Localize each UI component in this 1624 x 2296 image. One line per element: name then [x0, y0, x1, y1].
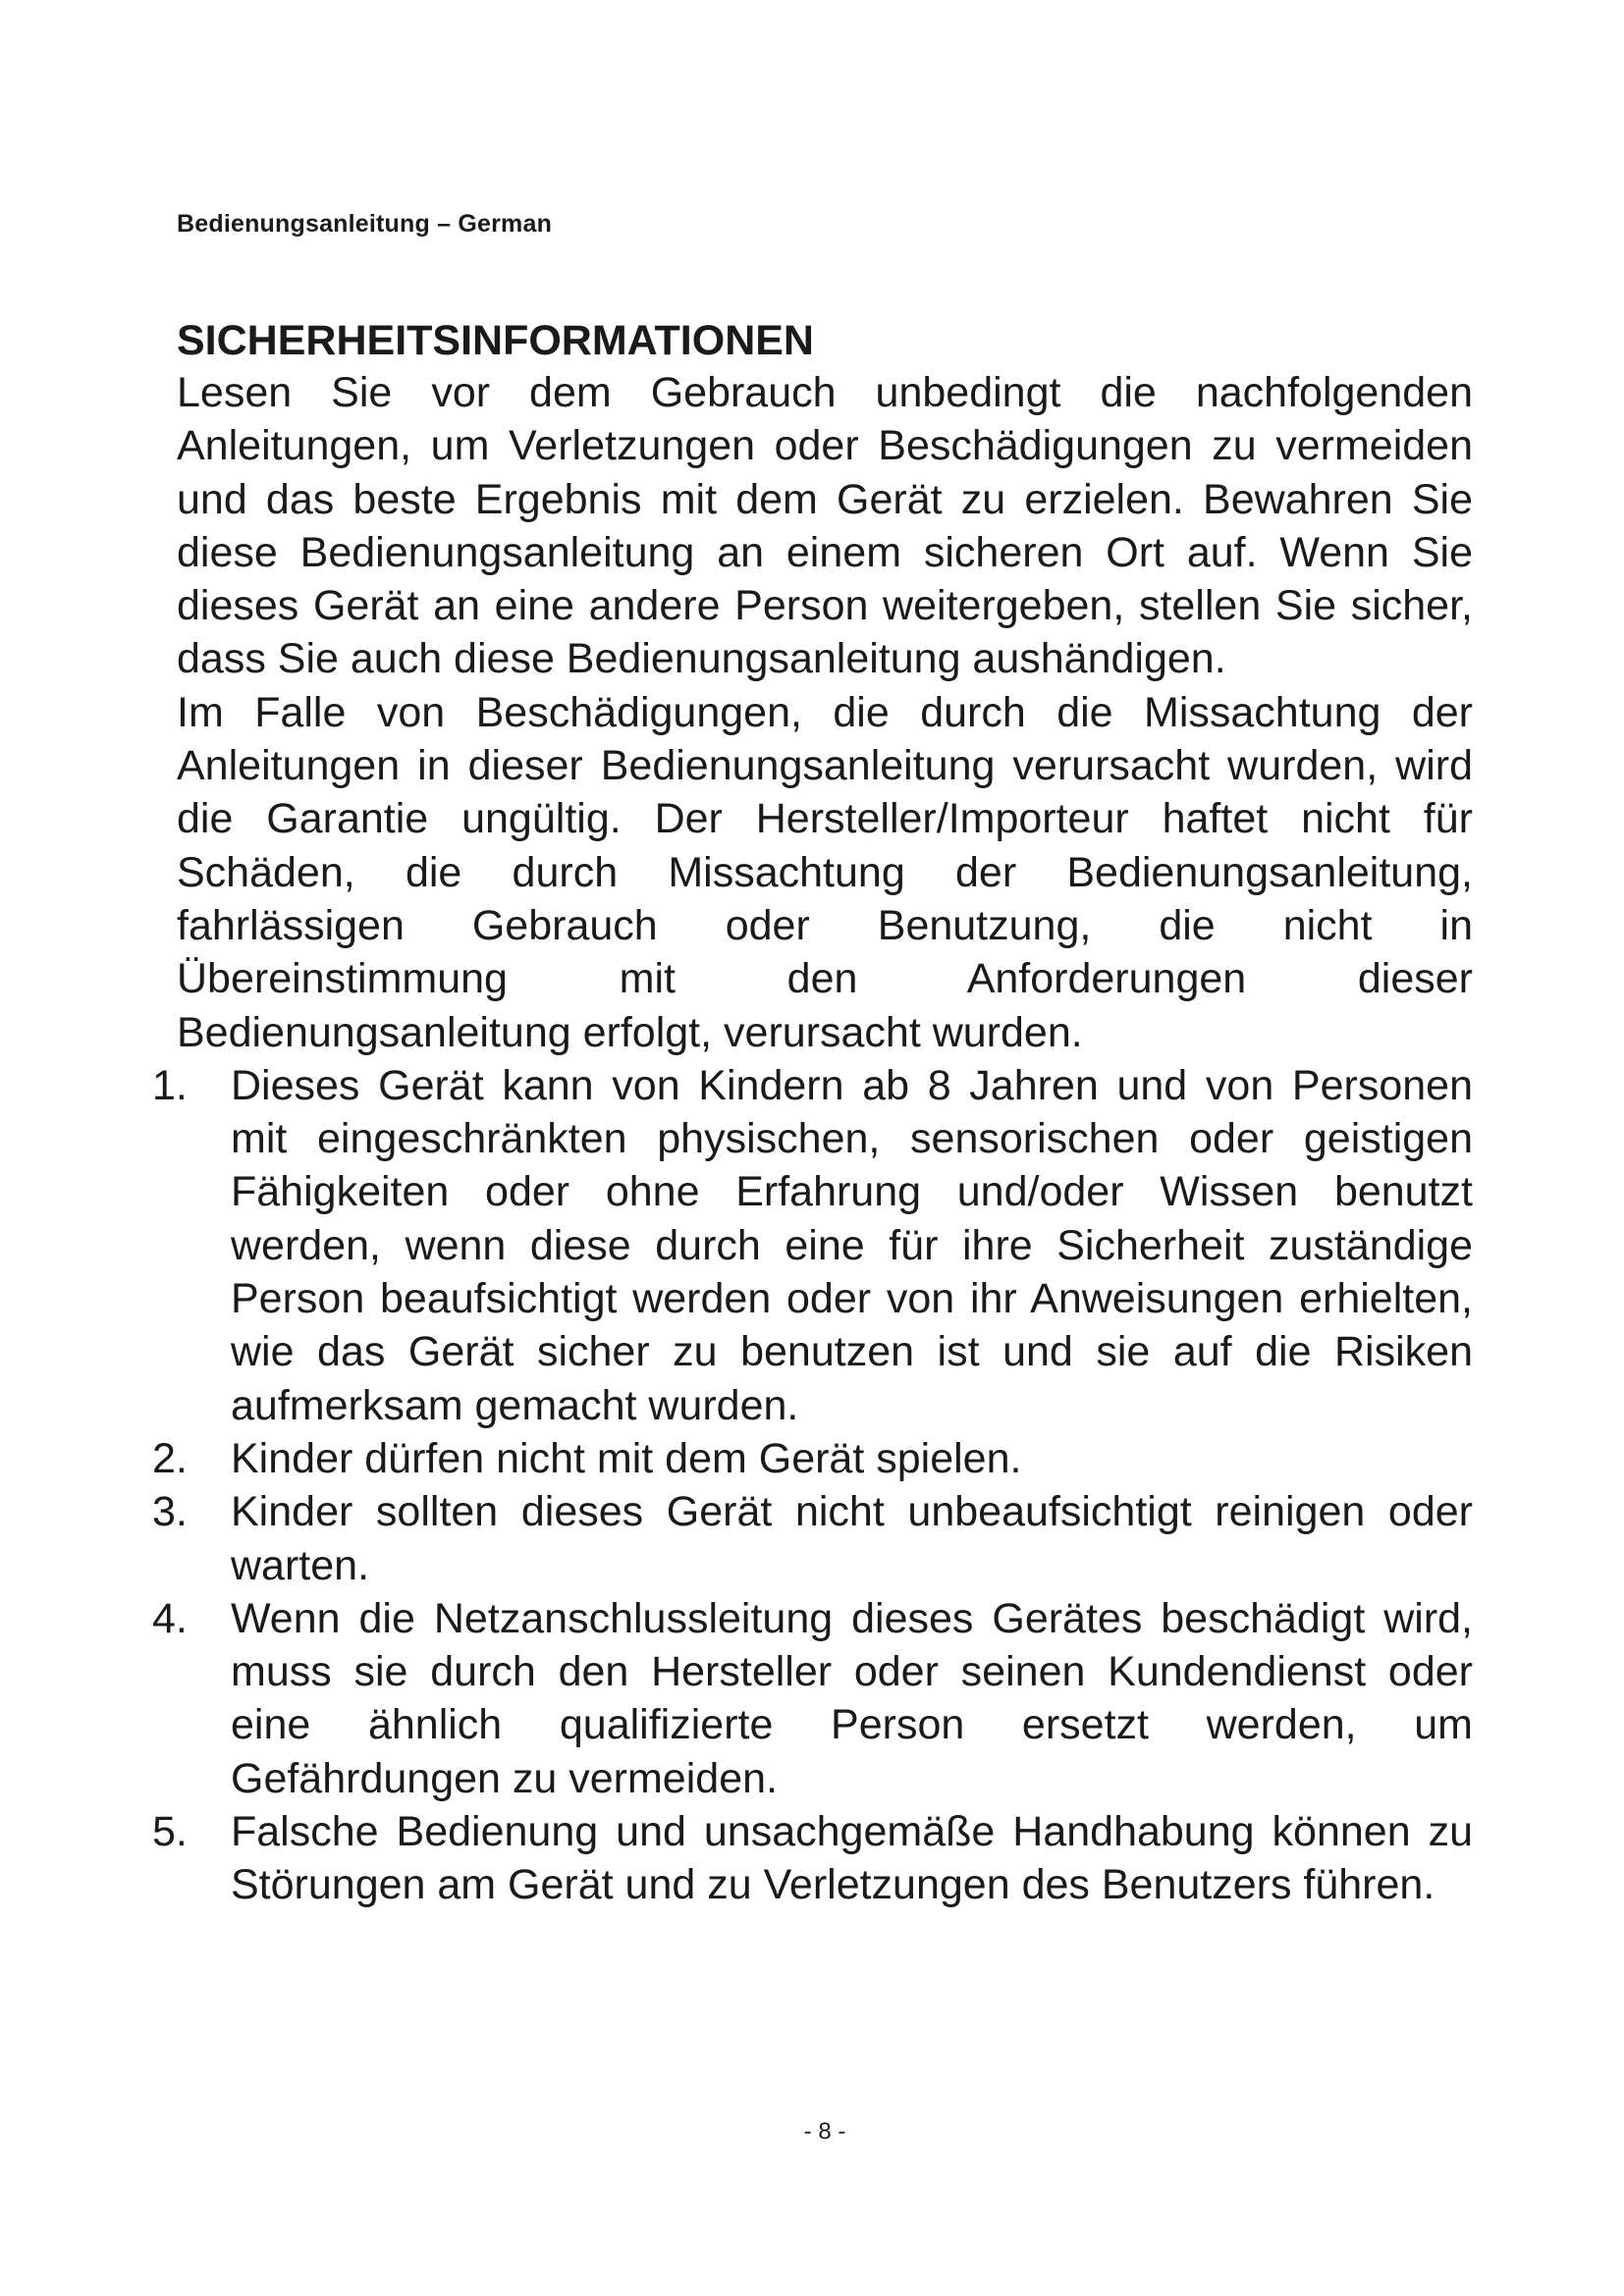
list-item-number: 3. — [152, 1488, 188, 1536]
list-item — [152, 1059, 1473, 1432]
list-item-text: Falsche Bedienung und unsachgemäße Handhabung können zu Störungen am Gerät und zu Verletzungen des Benutzers führen. — [231, 1808, 1473, 1909]
document-body — [152, 366, 1473, 1912]
list-item-text: Wenn die Netzanschlussleitung dieses Gerätes beschädigt wird, muss sie durch den Hersteller oder seinen Kundendienst oder eine ähnlich qualifizierte Person ersetzt werden, um Gefährdungen zu vermeiden. — [231, 1594, 1473, 1802]
list-item-text: Dieses Gerät kann von Kindern ab 8 Jahren und von Personen mit eingeschränkten physischen, sensorischen oder geistigen Fähigkeiten oder ohne Erfahrung und/oder Wissen benutzt werden, wenn diese durch eine für ihre Sicherheit zuständige Person beaufsichtigt werden oder von ihr Anweisungen erhielten, wie das Gerät sicher zu benutzen ist und sie auf die Risiken aufmerksam gemacht wurden. — [231, 1061, 1473, 1429]
list-item-number: 5. — [152, 1808, 188, 1856]
list-item-number: 2. — [152, 1434, 188, 1482]
warranty-paragraph: Im Falle von Beschädigungen, die durch die Missachtung der Anleitungen in dieser Bedienungsanleitung verursacht wurden, wird die Garantie ungültig. Der Hersteller/Importeur haftet nicht für Schäden, die durch Missachtung der Bedienungsanleitung, fahrlässigen Gebrauch oder Benutzung, die nicht in Übereinstimmung mit den Anforderungen dieser Bedienungsanleitung erfolgt, verursacht wurden. — [177, 688, 1473, 1056]
safety-list — [152, 1059, 1473, 1912]
list-item-number: 4. — [152, 1594, 188, 1642]
list-item — [152, 1592, 1473, 1805]
list-item-text: Kinder dürfen nicht mit dem Gerät spielen. — [231, 1434, 1022, 1482]
list-item — [152, 1805, 1473, 1912]
list-item-text: Kinder sollten dieses Gerät nicht unbeaufsichtigt reinigen oder warten. — [231, 1488, 1473, 1589]
page-number: - 8 - — [803, 2118, 846, 2145]
section-title: SICHERHEITSINFORMATIONEN — [177, 317, 814, 364]
intro-paragraph: Lesen Sie vor dem Gebrauch unbedingt die nachfolgenden Anleitungen, um Verletzungen oder Beschädigungen zu vermeiden und das beste Ergebnis mit dem Gerät zu erzielen. Bewahren Sie diese Bedienungsanleitung an einem sicheren Ort auf. Wenn Sie dieses Gerät an eine andere Person weitergeben, stellen Sie sicher, dass Sie auch diese Bedienungsanleitung aushändigen. — [177, 369, 1473, 683]
list-item — [152, 1485, 1473, 1592]
list-item-number: 1. — [152, 1061, 188, 1109]
list-item — [152, 1432, 1473, 1485]
page-header: Bedienungsanleitung – German — [177, 210, 553, 238]
